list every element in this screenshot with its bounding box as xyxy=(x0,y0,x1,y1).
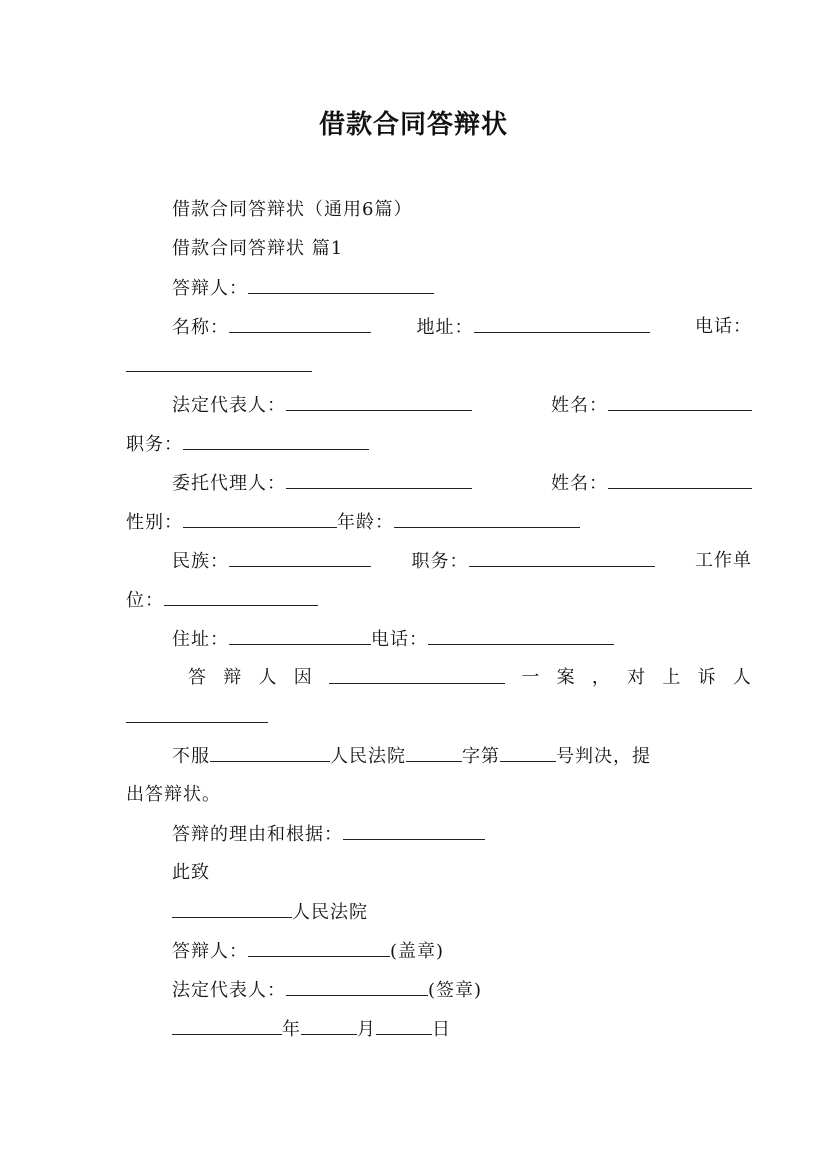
case-blank[interactable] xyxy=(329,666,505,684)
case-char: 人 xyxy=(732,667,752,688)
phone-blank-line xyxy=(126,354,706,379)
to-label: 此致 xyxy=(172,862,210,883)
month-label: 月 xyxy=(357,1019,376,1040)
residence-phone-label: 电话： xyxy=(371,629,428,650)
ethnicity-line xyxy=(126,549,752,574)
agent-position-label: 职务： xyxy=(411,551,469,572)
agent-name-blank[interactable] xyxy=(608,471,752,489)
legal-rep-name-label: 姓名： xyxy=(551,395,608,416)
legal-rep-sign-line xyxy=(126,978,752,1003)
to-line xyxy=(126,861,752,885)
appellant-blank-line xyxy=(126,705,706,730)
case-char: 诉 xyxy=(697,667,717,688)
subtitle-line xyxy=(126,198,752,222)
section-heading-line xyxy=(126,237,752,261)
legal-rep-name-blank[interactable] xyxy=(608,393,752,411)
case-type-blank[interactable] xyxy=(406,744,462,762)
case-no-label: 字第 xyxy=(462,746,500,767)
sign-label: (签章) xyxy=(428,980,483,1001)
court-blank[interactable] xyxy=(210,744,330,762)
gender-blank[interactable] xyxy=(183,510,337,528)
position-blank[interactable] xyxy=(183,432,369,450)
work-unit-label: 工作单 xyxy=(695,550,752,571)
court-label: 人民法院 xyxy=(330,746,406,767)
gender-age-line xyxy=(126,510,706,535)
respondent-blank[interactable] xyxy=(248,276,434,294)
case-number-blank[interactable] xyxy=(500,744,556,762)
respondent-label: 答辩人： xyxy=(172,278,248,299)
work-unit-label-cont: 位： xyxy=(126,590,164,611)
phone-label: 电话： xyxy=(695,316,752,337)
court-name-blank[interactable] xyxy=(172,900,292,918)
residence-blank[interactable] xyxy=(229,627,371,645)
position-label: 职务： xyxy=(126,434,183,455)
address-blank[interactable] xyxy=(474,315,650,333)
residence-line xyxy=(126,627,752,652)
document-title: 借款合同答辩状 xyxy=(318,110,508,140)
case-char: 辩 xyxy=(223,667,243,688)
name-label: 名称： xyxy=(172,317,229,338)
reason-label: 答辩的理由和根据： xyxy=(172,824,343,845)
agent-blank[interactable] xyxy=(286,471,472,489)
refuse-label: 不服 xyxy=(172,746,210,767)
legal-rep-sign-label: 法定代表人： xyxy=(172,980,286,1001)
refuse-line xyxy=(126,744,752,769)
appellant-blank[interactable] xyxy=(126,705,268,723)
refuse-line-cont xyxy=(126,783,706,807)
legal-rep-sign-blank[interactable] xyxy=(286,978,428,996)
agent-position-blank[interactable] xyxy=(469,549,655,567)
case-char: 案 xyxy=(556,667,576,688)
ethnicity-label: 民族： xyxy=(172,551,229,572)
month-blank[interactable] xyxy=(301,1017,357,1035)
name-blank[interactable] xyxy=(229,315,371,333)
residence-label: 住址： xyxy=(172,629,229,650)
submit-label: 出答辩状。 xyxy=(126,784,221,805)
respondent-sign-label: 答辩人： xyxy=(172,941,248,962)
reason-blank[interactable] xyxy=(343,822,485,840)
respondent-line xyxy=(126,276,752,301)
date-line xyxy=(126,1017,752,1042)
age-label: 年龄： xyxy=(337,512,394,533)
judgment-label: 号判决，提 xyxy=(556,746,651,767)
work-unit-line xyxy=(126,588,706,613)
agent-label: 委托代理人： xyxy=(172,473,286,494)
respondent-sign-line xyxy=(126,939,752,964)
court-line xyxy=(126,900,752,925)
case-line xyxy=(126,666,752,690)
year-blank[interactable] xyxy=(172,1017,282,1035)
case-char: 人 xyxy=(258,667,278,688)
agent-name-label: 姓名： xyxy=(551,473,608,494)
age-blank[interactable] xyxy=(394,510,580,528)
case-char: ， xyxy=(591,667,611,688)
day-label: 日 xyxy=(432,1019,451,1040)
day-blank[interactable] xyxy=(376,1017,432,1035)
court-name-label: 人民法院 xyxy=(292,902,368,923)
phone-blank[interactable] xyxy=(126,354,312,372)
ethnicity-blank[interactable] xyxy=(229,549,371,567)
year-label: 年 xyxy=(282,1019,301,1040)
subtitle: 借款合同答辩状（通用6篇） xyxy=(172,199,413,220)
respondent-sign-blank[interactable] xyxy=(248,939,390,957)
case-char: 一 xyxy=(521,667,541,688)
name-address-line xyxy=(126,315,752,340)
legal-rep-line xyxy=(126,393,752,418)
case-char: 对 xyxy=(627,667,647,688)
case-char: 上 xyxy=(662,667,682,688)
residence-phone-blank[interactable] xyxy=(428,627,614,645)
legal-rep-label: 法定代表人： xyxy=(172,395,286,416)
address-label: 地址： xyxy=(416,317,474,338)
legal-rep-blank[interactable] xyxy=(286,393,472,411)
seal-label: (盖章) xyxy=(390,941,445,962)
case-char: 因 xyxy=(293,667,313,688)
work-unit-blank[interactable] xyxy=(164,588,318,606)
case-char: 答 xyxy=(188,667,207,688)
section-heading: 借款合同答辩状 篇1 xyxy=(172,238,344,259)
gender-label: 性别： xyxy=(126,512,183,533)
agent-line xyxy=(126,471,752,496)
reason-line xyxy=(126,822,752,847)
legal-rep-position-line xyxy=(126,432,706,457)
